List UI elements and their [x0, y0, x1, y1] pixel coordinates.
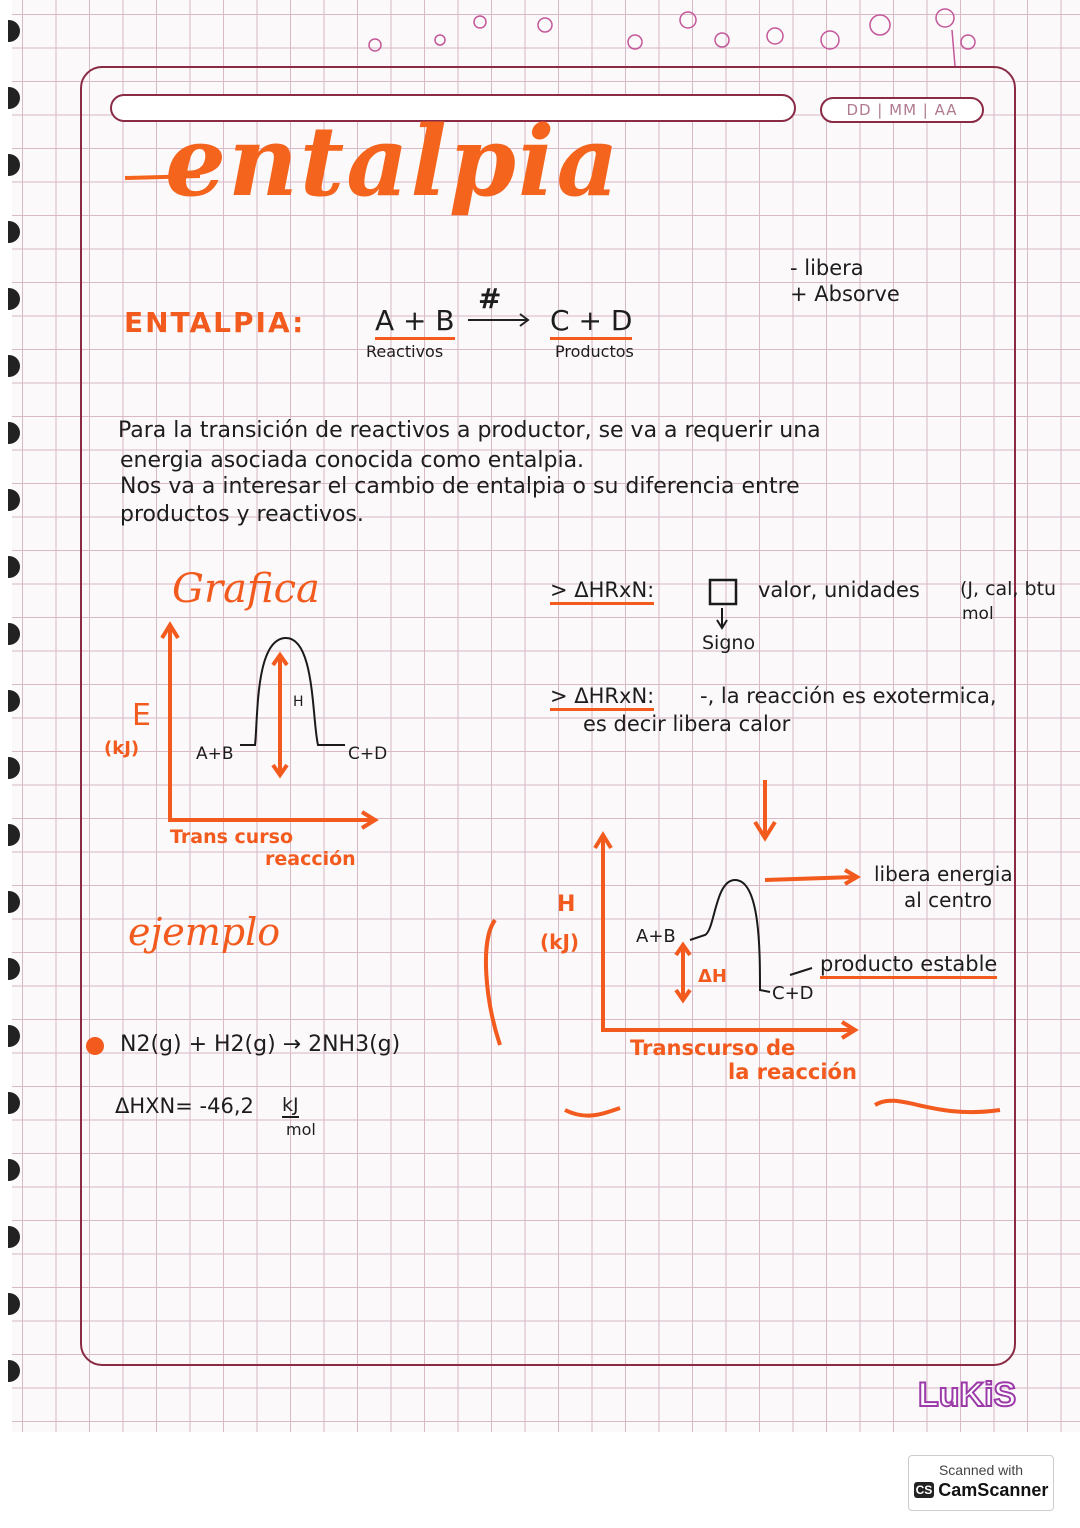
- reactants-caption: Reactivos: [366, 342, 444, 361]
- graph1-products: C+D: [348, 744, 388, 764]
- scanner-line1: Scanned with: [938, 1462, 1024, 1478]
- note1-label: [550, 578, 654, 602]
- graph2-annotation: producto estable: [820, 952, 997, 979]
- example-delta: ΔHXN= -46,2: [115, 1094, 254, 1118]
- camscanner-icon: CS: [915, 1483, 933, 1497]
- note1-sign: Signo: [702, 632, 756, 654]
- example-delta-unit: kJ: [282, 1094, 299, 1116]
- graph1-peak: H: [293, 694, 304, 710]
- graph2-annotation: al centro: [904, 888, 993, 912]
- note1-label-text: > ΔHRxN:: [550, 578, 654, 605]
- products: C + D: [550, 304, 632, 340]
- graph1-x-label: Trans curso: [170, 826, 294, 848]
- graph2-annotation: libera energia: [874, 862, 1013, 886]
- page-title: entalpia: [165, 105, 621, 218]
- flower-doodles-icon: [369, 9, 975, 66]
- scanner-line2-wrap: [909, 1480, 1053, 1501]
- graph1-y-label: E: [132, 698, 151, 733]
- bullet-icon: [86, 1037, 104, 1055]
- paragraph-line: Nos va a interesar el cambio de entalpia o su diferencia entre: [120, 474, 800, 499]
- arrow-symbol: #: [478, 282, 502, 315]
- graph2-products: C+D: [772, 983, 814, 1004]
- graph2-x-label: Transcurso de: [630, 1036, 796, 1060]
- example-title: ejemplo: [128, 910, 281, 954]
- graph2-y-label: H: [557, 892, 576, 917]
- example-equation: N2(g) + H2(g) → 2NH3(g): [120, 1032, 401, 1057]
- definition-label: ENTALPIA:: [124, 306, 306, 339]
- note1-text: valor, unidades: [758, 578, 920, 602]
- graph2-x-label: la reacción: [728, 1060, 857, 1084]
- paragraph-line: productos y reactivos.: [120, 502, 364, 527]
- note2-text: -, la reacción es exotermica,: [700, 684, 997, 708]
- graph2-reactants: A+B: [636, 926, 676, 947]
- note1-units: (J, cal, btu: [960, 578, 1057, 600]
- graph1-title: Grafica: [172, 566, 320, 612]
- scanner-line2: CamScanner: [938, 1480, 1049, 1500]
- note2-text2: es decir libera calor: [583, 712, 791, 736]
- note2-label-text: > ΔHRxN:: [550, 684, 654, 711]
- graph1-x-label: reacción: [265, 848, 356, 870]
- legend-minus: - libera: [790, 256, 864, 280]
- paragraph-line: Para la transición de reactivos a productor, se va a requerir una: [118, 418, 821, 443]
- camscanner-badge: [908, 1455, 1054, 1511]
- graph2-delta: ΔH: [698, 966, 727, 987]
- graph1-curve: [162, 625, 375, 828]
- graph2-y-unit: (kJ): [540, 930, 580, 954]
- reactants: A + B: [375, 304, 455, 340]
- graph1-reactants: A+B: [196, 744, 234, 764]
- date-box: DD | MM | AA: [820, 97, 984, 123]
- note1-units-den: mol: [962, 604, 994, 624]
- graph1-y-unit: (kJ): [104, 738, 140, 759]
- products-caption: Productos: [555, 342, 634, 361]
- paragraph-line: energia asociada conocida como entalpia.: [120, 448, 585, 473]
- note2-label: [550, 684, 654, 708]
- sign-box: [710, 580, 736, 604]
- legend-plus: + Absorve: [790, 282, 900, 306]
- example-delta-unit-den: mol: [286, 1120, 316, 1139]
- brand-logo: LuKiS: [918, 1376, 1017, 1414]
